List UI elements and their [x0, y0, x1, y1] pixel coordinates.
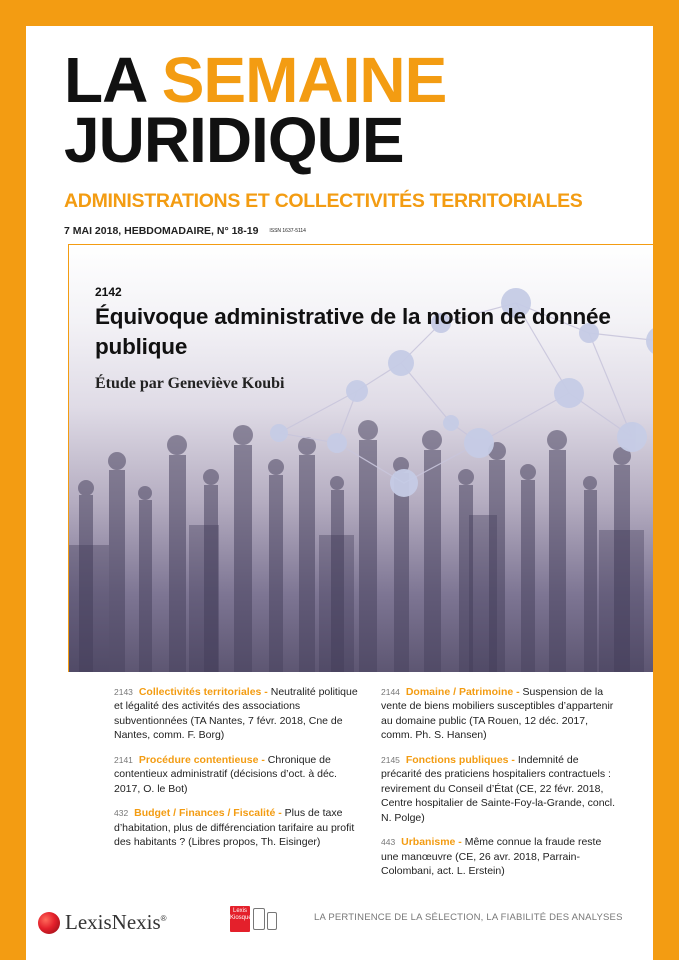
- lexisnexis-globe-icon: [38, 912, 60, 934]
- footer-tagline: LA PERTINENCE DE LA SÉLECTION, LA FIABILITÉ DES ANALYSES: [314, 912, 623, 923]
- summary-item: [114, 753, 364, 796]
- summary-item: [114, 685, 364, 743]
- summary-item-number: 2143: [114, 687, 133, 697]
- phone-icon: [267, 912, 277, 930]
- magazine-cover: [26, 26, 653, 960]
- feature-cover-image: [68, 244, 653, 672]
- summary-column-left: [114, 685, 364, 860]
- issn-number: ISSN 1637-5114: [269, 228, 306, 235]
- kiosque-badge-icon: [230, 906, 250, 932]
- summary-item-text: Suspension de la vente de biens mobiliers susceptibles d’appartenir au domaine public (TA Rouen, 12 déc. 2017, comm. Ph. S. Hansen): [381, 686, 614, 742]
- kiosque-badge-top: Lexis: [232, 908, 247, 914]
- summary-item-heading: Budget / Finances / Fiscalité -: [134, 807, 282, 820]
- summary-item-heading: Procédure contentieuse -: [138, 753, 265, 766]
- lexis-kiosque-logo: [230, 906, 277, 932]
- masthead-semaine: SEMAINE: [161, 44, 447, 116]
- summary-item-heading: Domaine / Patrimoine -: [405, 686, 520, 698]
- masthead-line-1: [64, 44, 447, 116]
- summary-item-text: Même connue la fraude reste une manœuvre (CE, 26 avr. 2018, Parrain-Colombani, act. L. Erstein): [381, 836, 602, 878]
- summary-item-heading: Collectivités territoriales -: [138, 686, 268, 698]
- summary-item: [114, 806, 364, 849]
- summary-item: [381, 753, 621, 825]
- summary-item-number: 2141: [114, 754, 133, 765]
- summary-item-number: 432: [114, 808, 129, 819]
- feature-article-author: Étude par Geneviève Koubi: [95, 375, 285, 392]
- kiosque-badge-bottom: Kiosque: [230, 914, 252, 921]
- summary-item-number: 2144: [381, 687, 400, 697]
- issue-dateline: [64, 225, 306, 237]
- lexisnexis-wordmark: LexisNexis: [65, 910, 161, 934]
- masthead: [64, 44, 447, 176]
- summary-item-text: Chronique de contentieux administratif (décisions d’oct. à déc. 2017, O. le Bot): [114, 753, 337, 795]
- feature-article-number: 2142: [95, 285, 122, 299]
- summary-item-text: Indemnité de précarité des praticiens hospitaliers contractuels : revirement du Conseil d’État (CE, 22 févr. 2018, Centre hospitalier de Sainte-Foy-la-Grande, concl. N. Polge): [381, 753, 616, 824]
- summary-item-number: 2145: [381, 754, 400, 765]
- lexisnexis-logo: [38, 910, 167, 935]
- issue-date: 7 MAI 2018, HEBDOMADAIRE, N° 18-19: [64, 225, 259, 237]
- crowd-silhouettes: [78, 420, 631, 672]
- summary-column-right: [381, 685, 621, 889]
- feature-article-title: Équivoque administrative de la notion de donnée publique: [95, 304, 611, 359]
- summary-item-heading: Urbanisme -: [401, 836, 462, 849]
- masthead-juridique: JURIDIQUE: [64, 104, 404, 176]
- summary-item-text: Plus de taxe d’habitation, plus de différenciation tarifaire au profit des habitants ? (Libres propos, Th. Eisinger): [114, 807, 355, 849]
- masthead-la: LA: [64, 44, 145, 116]
- summary-item-heading: Fonctions publiques -: [405, 753, 515, 766]
- summary-item: [381, 835, 621, 878]
- summary-item-text: Neutralité politique et légalité des activités des associations subventionnées (TA Nantes, 7 févr. 2018, Cne de Nantes, comm. F. Borg): [114, 686, 358, 742]
- summary-item-number: 443: [381, 837, 396, 848]
- registered-mark: ®: [160, 914, 167, 923]
- summary-item: [381, 685, 621, 743]
- tablet-icon: [253, 908, 265, 930]
- cover-footer: [26, 906, 653, 956]
- publication-subtitle: ADMINISTRATIONS ET COLLECTIVITÉS TERRITORIALES: [64, 190, 583, 212]
